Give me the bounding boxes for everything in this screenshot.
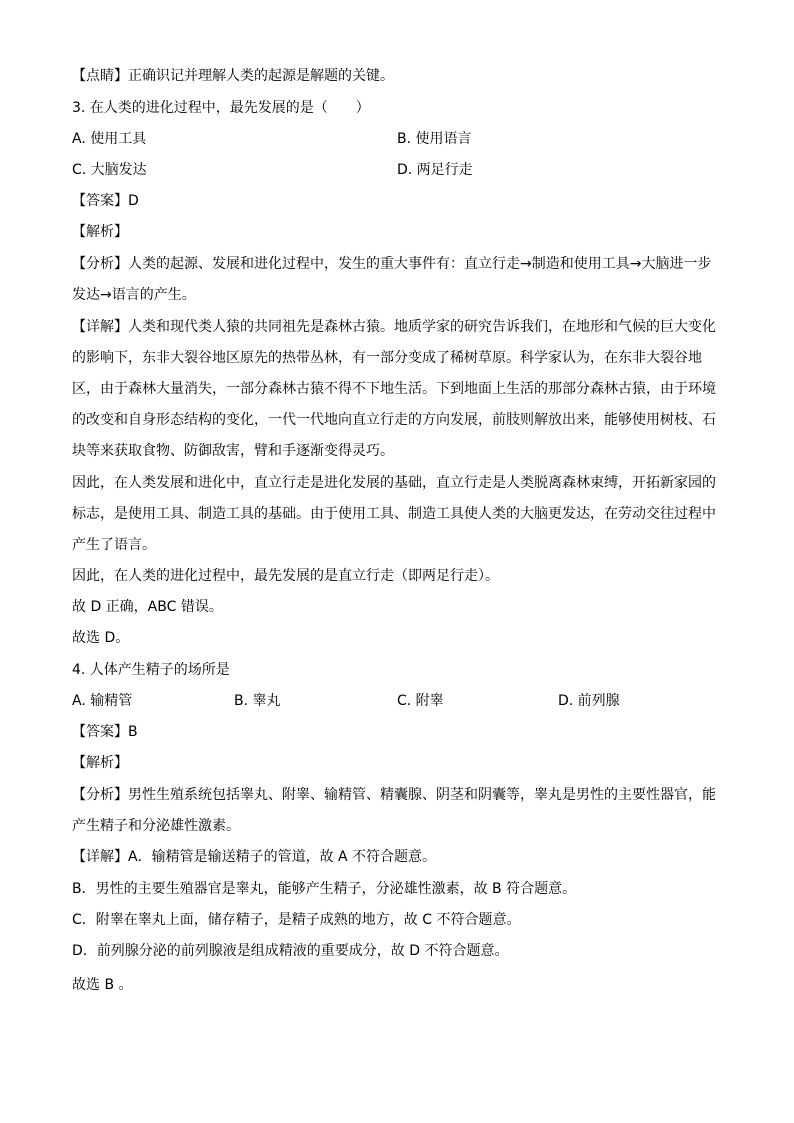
q4-jiexi-heading: 【解析】 xyxy=(72,755,128,771)
dianjing-text: 正确识记并理解人类的起源是解题的关键。 xyxy=(128,68,394,84)
q3-option-c: C. 大脑发达 xyxy=(72,162,147,178)
q4-xiangjie-text-1: A．输精管是输送精子的管道，故 A 不符合题意。 xyxy=(128,849,437,865)
q3-answer-tag: 【答案】 xyxy=(72,193,128,209)
q4-option-d: D. 前列腺 xyxy=(558,693,620,709)
q4-answer xyxy=(72,722,722,742)
q3-xiangjie-line-9: 因此，在人类的进化过程中，最先发展的是直立行走（即两足行走）。 xyxy=(72,568,499,584)
q3-xiangjie-line-1 xyxy=(72,317,722,337)
q4-option-c: C. 附睾 xyxy=(397,693,444,709)
q3-xiangjie-line-7: 标志，是使用工具、制造工具的基础。由于使用工具、制造工具使人类的大脑更发达，在劳动交往过程中 xyxy=(72,506,716,522)
q4-stem: 4. 人体产生精子的场所是 xyxy=(72,662,230,678)
q3-option-a: A. 使用工具 xyxy=(72,131,147,147)
q3-xiangjie-line-2: 的影响下，东非大裂谷地区原先的热带丛林，有一部分变成了稀树草原。科学家认为，在东非大裂谷地 xyxy=(72,350,702,366)
q4-fenxi-line-2: 产生精子和分泌雄性激素。 xyxy=(72,818,240,834)
q3-xiangjie-line-10: 故 D 正确，ABC 错误。 xyxy=(72,599,223,615)
dianjing-tag: 【点睛】 xyxy=(72,68,128,84)
q4-answer-tag: 【答案】 xyxy=(72,724,128,740)
q3-xiangjie-line-11: 故选 D。 xyxy=(72,630,130,646)
q3-jiexi-heading: 【解析】 xyxy=(72,224,128,240)
q4-xiangjie-line-3: C．附睾在睾丸上面，储存精子，是精子成熟的地方，故 C 不符合题意。 xyxy=(72,912,521,928)
q4-xiangjie-tag: 【详解】 xyxy=(72,849,128,865)
q4-fenxi-line-1 xyxy=(72,785,722,805)
q4-xiangjie-line-4: D．前列腺分泌的前列腺液是组成精液的重要成分，故 D 不符合题意。 xyxy=(72,943,509,959)
q3-answer xyxy=(72,191,722,211)
q3-answer-value: D xyxy=(128,193,139,209)
dianjing-line xyxy=(72,66,722,86)
q4-option-a: A. 输精管 xyxy=(72,693,133,709)
q3-option-b: B. 使用语言 xyxy=(397,131,472,147)
q3-fenxi-line-2: 发达→语言的产生。 xyxy=(72,287,196,303)
q3-fenxi-tag: 【分析】 xyxy=(72,256,128,272)
q3-xiangjie-line-6: 因此，在人类发展和进化中，直立行走是进化发展的基础，直立行走是人类脱离森林束缚，开拓新家园的 xyxy=(72,475,716,491)
q3-fenxi-text-1: 人类的起源、发展和进化过程中，发生的重大事件有：直立行走→制造和使用工具→大脑进一步 xyxy=(128,256,712,272)
q3-stem: 3. 在人类的进化过程中，最先发展的是（ ） xyxy=(72,100,370,116)
q3-xiangjie-text-1: 人类和现代类人猿的共同祖先是森林古猿。地质学家的研究告诉我们，在地形和气候的巨大变化 xyxy=(128,319,716,335)
q4-option-b: B. 睾丸 xyxy=(234,693,281,709)
q3-xiangjie-line-4: 的改变和自身形态结构的变化，一代一代地向直立行走的方向发展，前肢则解放出来，能够使用树枝、石 xyxy=(72,412,716,428)
q3-xiangjie-tag: 【详解】 xyxy=(72,319,128,335)
q4-xiangjie-line-1 xyxy=(72,847,722,867)
q4-fenxi-tag: 【分析】 xyxy=(72,787,128,803)
q3-fenxi-line-1 xyxy=(72,254,722,274)
q3-xiangjie-line-5: 块等来获取食物、防御敌害，臂和手逐渐变得灵巧。 xyxy=(72,443,394,459)
q4-xiangjie-line-5: 故选 B 。 xyxy=(72,977,133,993)
q3-xiangjie-line-8: 产生了语言。 xyxy=(72,537,156,553)
q4-fenxi-text-1: 男性生殖系统包括睾丸、附睾、输精管、精囊腺、阴茎和阴囊等，睾丸是男性的主要性器官，能 xyxy=(128,787,716,803)
q3-xiangjie-line-3: 区，由于森林大量消失，一部分森林古猿不得不下地生活。下到地面上生活的那部分森林古猿，由于环境 xyxy=(72,381,716,397)
q3-option-d: D. 两足行走 xyxy=(397,162,473,178)
q4-answer-value: B xyxy=(128,724,138,740)
q4-xiangjie-line-2: B．男性的主要生殖器官是睾丸，能够产生精子，分泌雄性激素，故 B 符合题意。 xyxy=(72,881,577,897)
